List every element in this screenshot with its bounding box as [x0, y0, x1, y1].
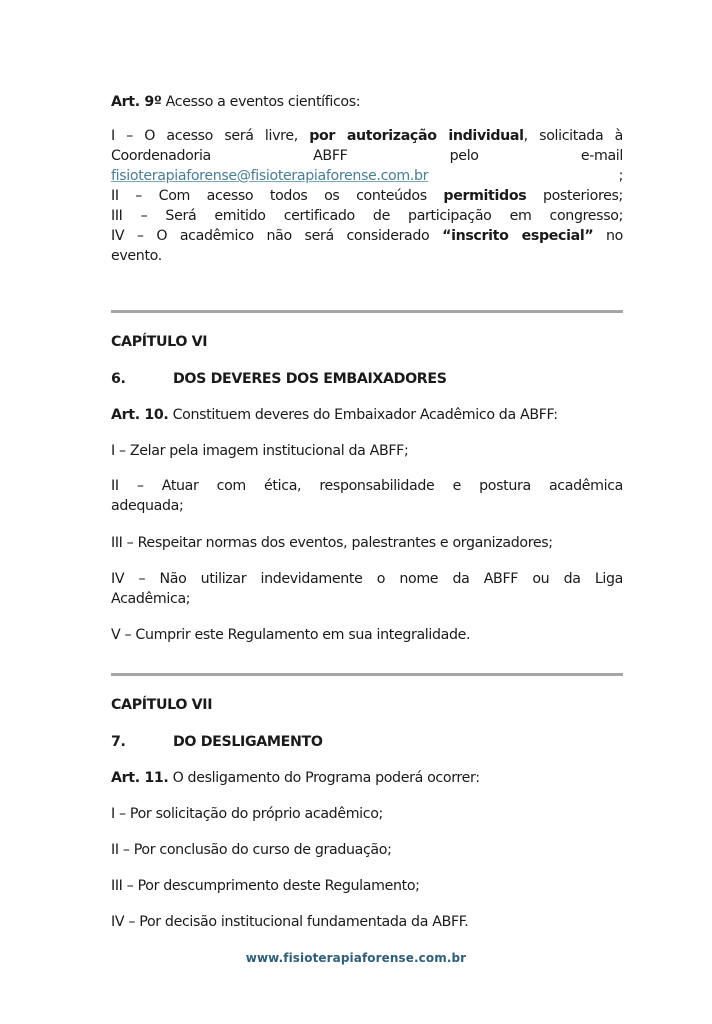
- art11-text: O desligamento do Programa poderá ocorrer:: [168, 770, 480, 786]
- word: pelo: [449, 148, 479, 164]
- list-item: I – Por solicitação do próprio acadêmico;: [111, 806, 383, 822]
- art9-label: Art. 9º: [111, 94, 162, 110]
- item-text: posteriores;: [526, 188, 623, 204]
- list-item-continued: adequada;: [111, 498, 184, 514]
- art9-item1-line2: [111, 146, 623, 166]
- chapter7-heading: [111, 732, 623, 752]
- art10-text: Constituem deveres do Embaixador Acadêmico da ABFF:: [168, 407, 558, 423]
- item-text: I – O acesso será livre,: [111, 128, 310, 144]
- semicolon: ;: [618, 168, 623, 184]
- list-item: I – Zelar pela imagem institucional da ABFF;: [111, 443, 409, 459]
- art9-item1-line3: [111, 166, 623, 186]
- list-item: IV – Por decisão institucional fundamentada da ABFF.: [111, 914, 469, 930]
- section-number: 7.: [111, 734, 126, 750]
- item-text: II – Com acesso todos os conteúdos: [111, 188, 444, 204]
- list-item: III – Respeitar normas dos eventos, palestrantes e organizadores;: [111, 535, 553, 551]
- list-item-continued: Acadêmica;: [111, 591, 191, 607]
- list-item: V – Cumprir este Regulamento em sua integralidade.: [111, 627, 471, 643]
- art9-title: Acesso a eventos científicos:: [161, 94, 361, 110]
- list-item: II – Por conclusão do curso de graduação;: [111, 842, 392, 858]
- item-bold-text: “inscrito especial”: [442, 228, 594, 244]
- item-text: IV – O acadêmico não será considerado: [111, 228, 443, 244]
- art11-label: Art. 11.: [111, 770, 169, 786]
- art9-item1-line1: [111, 126, 623, 146]
- horizontal-divider: [111, 310, 623, 313]
- section-heading: DOS DEVERES DOS EMBAIXADORES: [173, 371, 447, 387]
- list-item: III – Por descumprimento deste Regulamento;: [111, 878, 420, 894]
- word: e-mail: [580, 148, 623, 164]
- footer-website-link[interactable]: www.fisioterapiaforense.com.br: [245, 951, 467, 965]
- art9-heading: [111, 92, 623, 112]
- art9-item4-continued: evento.: [111, 248, 162, 264]
- email-link[interactable]: fisioterapiaforense@fisioterapiaforense.com.br: [111, 168, 429, 184]
- list-item: IV – Não utilizar indevidamente o nome da ABFF ou da Liga: [111, 571, 623, 587]
- chapter7-title: CAPÍTULO VII: [111, 697, 213, 713]
- art9-item3: III – Será emitido certificado de participação em congresso;: [111, 208, 623, 224]
- chapter6-heading: [111, 369, 623, 389]
- section-heading: DO DESLIGAMENTO: [173, 734, 323, 750]
- list-item: II – Atuar com ética, responsabilidade e postura acadêmica: [111, 478, 623, 494]
- chapter6-title: CAPÍTULO VI: [111, 334, 208, 350]
- art9-item2: [111, 186, 623, 206]
- section-number: 6.: [111, 371, 126, 387]
- word: ABFF: [313, 148, 348, 164]
- art10-label: Art. 10.: [111, 407, 169, 423]
- item-text: no: [593, 228, 623, 244]
- item-bold-text: permitidos: [443, 188, 527, 204]
- item-bold-text: por autorização individual: [309, 128, 524, 144]
- art11-heading: [111, 768, 623, 788]
- word: Coordenadoria: [111, 148, 211, 164]
- art10-heading: [111, 405, 623, 425]
- art9-item4: [111, 226, 623, 246]
- item-text: , solicitada à: [523, 128, 623, 144]
- horizontal-divider: [111, 673, 623, 676]
